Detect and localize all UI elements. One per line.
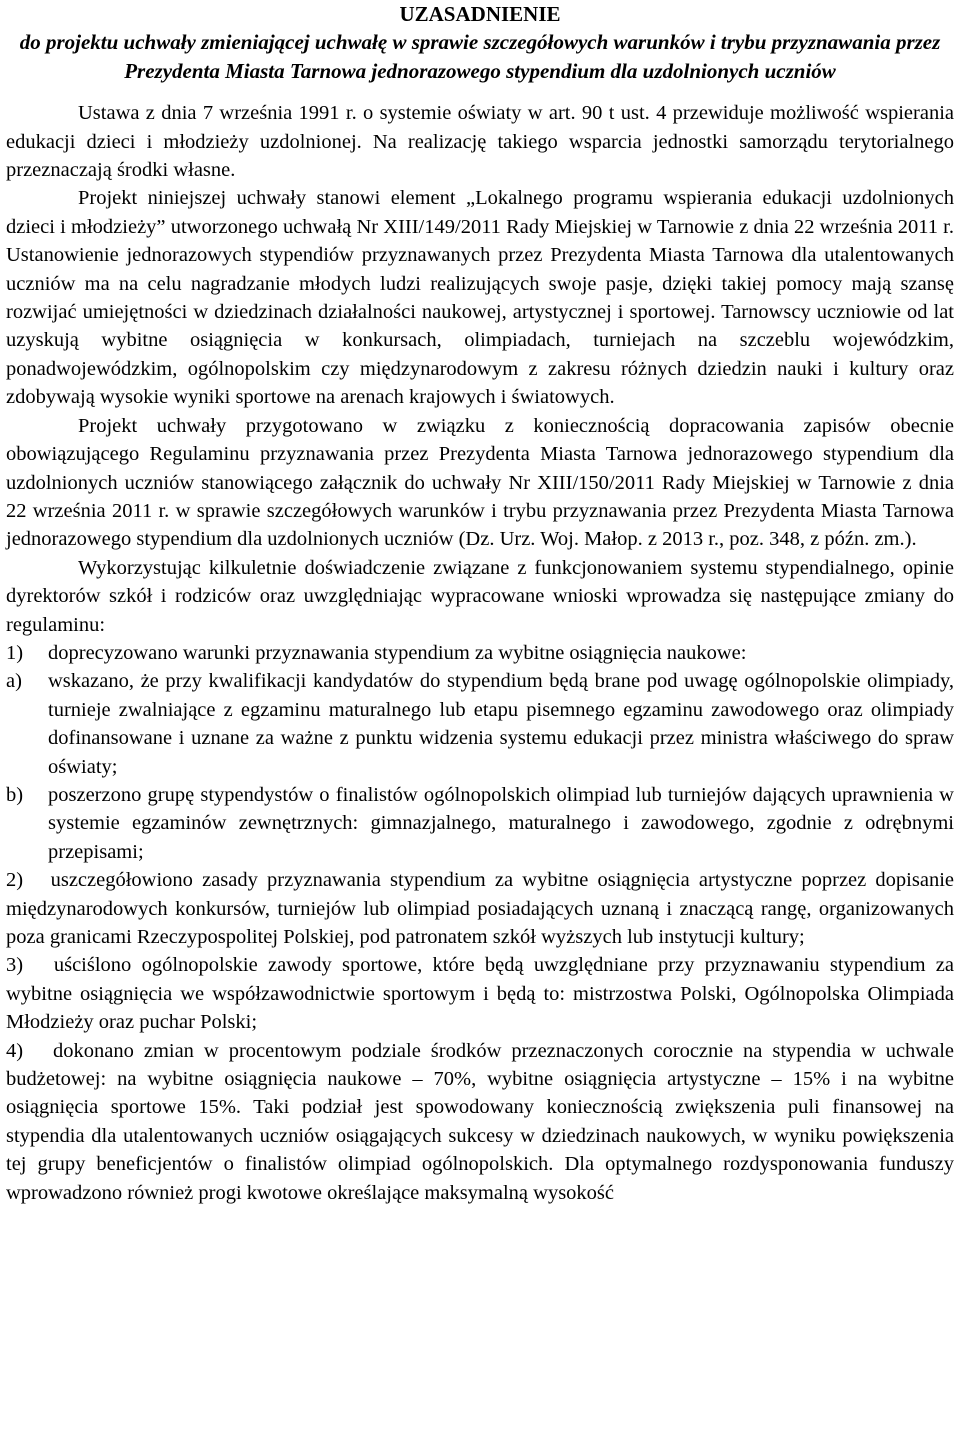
list-item-a: [6, 667, 954, 781]
list-marker: b): [6, 783, 24, 806]
list-item-3: [6, 951, 954, 1036]
list-marker: 3): [6, 954, 24, 977]
list-marker: 1): [6, 641, 24, 664]
document-subtitle: do projektu uchwały zmieniającej uchwałę w sprawie szczegółowych warunków i trybu przyznawania przez Prezydenta Miasta Tarnowa jednorazowego stypendium dla uzdolnionych uczniów: [19, 30, 941, 83]
paragraph-project: Projekt uchwały przygotowano w związku z koniecznością dopracowania zapisów obecnie obowiązującego Regulaminu przyznawania przez Prezydenta Miasta Tarnowa jednorazowego stypendium dla uzdolnionych uczniów stanowiącego załącznik do uchwały Nr XIII/150/2011 Rady Miejskiej w Tarnowie z dnia 22 września 2011 r. w sprawie szczegółowych warunków i trybu przyznawania przez Prezydenta Miasta Tarnowa jednorazowego stypendium dla uzdolnionych uczniów (Dz. Urz. Woj. Małop. z 2013 r., poz. 348, z późn. zm.).: [6, 414, 954, 551]
list-text: wskazano, że przy kwalifikacji kandydatów do stypendium będą brane pod uwagę ogólnopolskie olimpiady, turnieje zwalniające z egzaminu maturalnego lub etapu pisemnego egzaminu zawodowego oraz olimpiady dofinansowane i uznane za ważne z punktu widzenia systemu edukacji przez ministra właściwego do spraw oświaty;: [48, 670, 954, 778]
list-text: poszerzono grupę stypendystów o finalistów ogólnopolskich olimpiad lub turniejów dających uprawnienia w systemie egzaminów zewnętrznych: gimnazjalnego, maturalnego i zawodowego, zgodnie z odrębnymi przepisami;: [48, 783, 954, 863]
paragraph-program: Projekt niniejszej uchwały stanowi element „Lokalnego programu wspierania edukacji uzdolnionych dzieci i młodzieży” utworzonego uchwałą Nr XIII/149/2011 Rady Miejskiej w Tarnowie z dnia 22 września 2011 r. Ustanowienie jednorazowych stypendiów przyznawanych przez Prezydenta Miasta Tarnowa dla utalentowanych uczniów ma na celu nagradzanie młodych ludzi realizujących swoje pasje, dzięki takiej pomocy mają szansę rozwijać umiejętności w dziedzinach działalności naukowej, artystycznej i sportowej. Tarnowscy uczniowie od lat uzyskują wybitne osiągnięcia w konkursach, olimpiadach, turniejach na szczeblu wojewódzkim, ponadwojewódzkim, ogólnopolskim czy międzynarodowym z zakresu różnych dziedzin nauki i kultury oraz zdobywają wysokie wyniki sportowe na arenach krajowych i światowych.: [6, 187, 954, 409]
paragraph-changes-intro: Wykorzystując kilkuletnie doświadczenie związane z funkcjonowaniem systemu stypendialnego, opinie dyrektorów szkół i rodziców oraz uwzględniając wypracowane wnioski wprowadza się następujące zmiany do regulaminu:: [6, 556, 954, 636]
list-text: uszczegółowiono zasady przyznawania stypendium za wybitne osiągnięcia artystyczne poprzez dopisanie międzynarodowych konkursów, turniejów lub olimpiad posiadających uznaną i znaczącą rangę, organizowanych poza granicami Rzeczypospolitej Polskiej, pod patronatem szkół wyższych lub instytucji kultury;: [6, 869, 955, 948]
list-marker: 2): [6, 869, 24, 892]
list-item-4: [6, 1037, 954, 1207]
list-text: doprecyzowano warunki przyznawania stypendium za wybitne osiągnięcia naukowe:: [48, 641, 747, 664]
list-item-1: [6, 639, 954, 667]
list-item-b: [6, 781, 954, 866]
document-header: [6, 0, 954, 85]
document-title: UZASADNIENIE: [399, 2, 561, 26]
paragraph-legal-basis: Ustawa z dnia 7 września 1991 r. o systemie oświaty w art. 90 t ust. 4 przewiduje możliwość wspierania edukacji dzieci i młodzieży uzdolnionej. Na realizację takiego wsparcia jednostki samorządu terytorialnego przeznaczają środki własne.: [6, 102, 954, 182]
list-marker: 4): [6, 1039, 24, 1062]
list-text: uściślono ogólnopolskie zawody sportowe, które będą uwzględniane przy przyznawaniu stypendium za wybitne osiągnięcia we współzawodnictwie sportowym i będą to: mistrzostwa Polski, Ogólnopolska Olimpiada Młodzieży oraz puchar Polski;: [6, 954, 955, 1034]
list-item-2: [6, 866, 954, 951]
list-marker: a): [6, 670, 22, 693]
list-text: dokonano zmian w procentowym podziale środków przeznaczonych corocznie na stypendia w uchwale budżetowej: na wybitne osiągnięcia naukowe – 70%, wybitne osiągnięcia artystyczne – 15% i na wybitne osiągnięcia sportowe 15%. Taki podział jest spowodowany koniecznością zwiększenia puli finansowej na stypendia dla utalentowanych uczniów osiągających sukcesy w dziedzinach naukowych, w wyniku powiększenia tej grupy beneficjentów o finalistów olimpiad ogólnopolskich. Dla optymalnego rozdysponowania funduszy wprowadzono również progi kwotowe określające maksymalną wysokość: [6, 1039, 954, 1204]
